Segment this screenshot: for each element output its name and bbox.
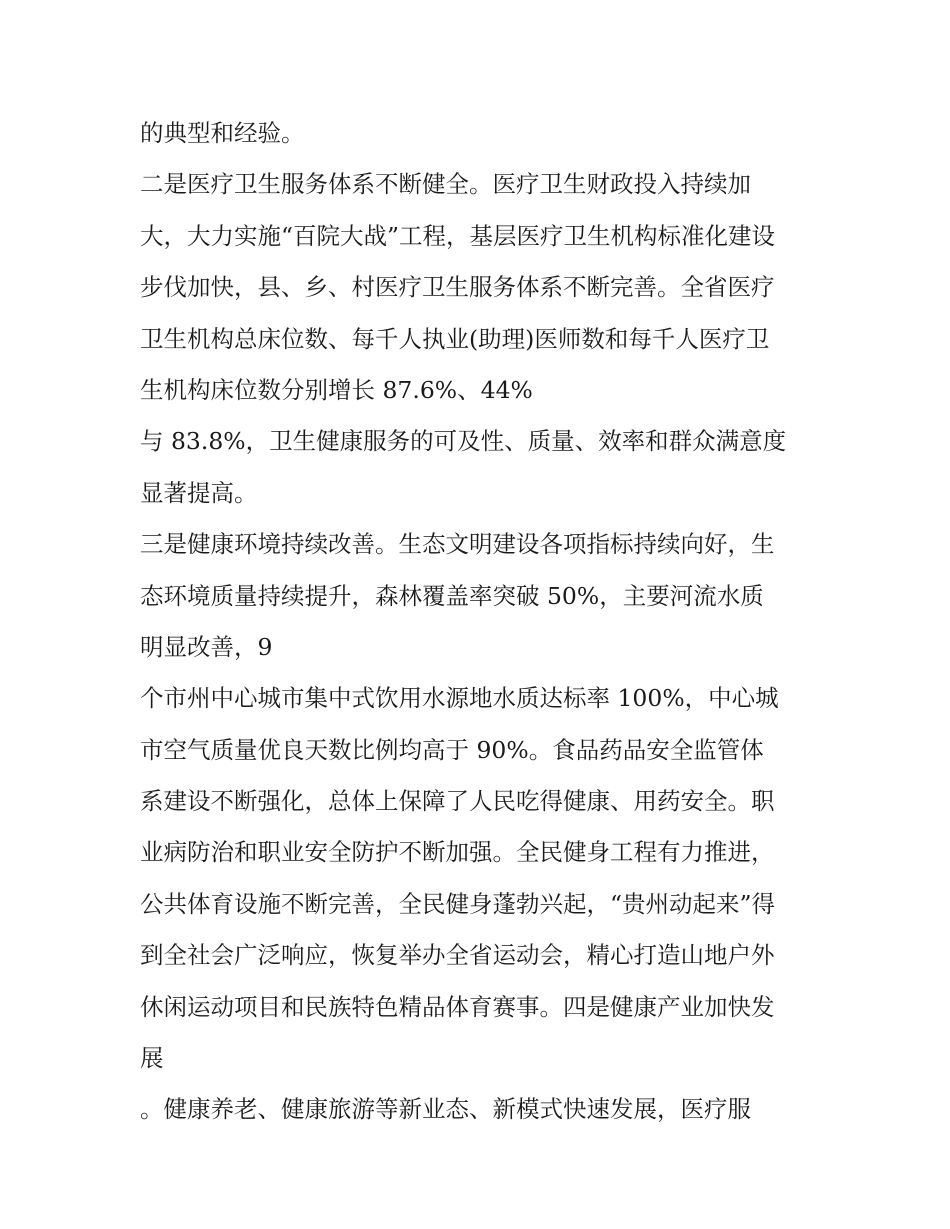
text-line: 态环境质量持续提升，森林覆盖率突破 50%，主要河流水质 bbox=[140, 581, 764, 610]
text-line: 到全社会广泛响应，恢复举办全省运动会，精心打造山地户外 bbox=[140, 941, 775, 970]
text-line: 生机构床位数分别增长 87.6%、44% bbox=[140, 375, 533, 404]
text-line: 大，大力实施“百院大战”工程，基层医疗卫生机构标准化建设 bbox=[140, 221, 776, 250]
text-line: 市空气质量优良天数比例均高于 90%。食品药品安全监管体 bbox=[140, 735, 764, 764]
text-line: 系建设不断强化，总体上保障了人民吃得健康、用药安全。职 bbox=[140, 787, 775, 816]
text-line: 卫生机构总床位数、每千人执业(助理)医师数和每千人医疗卫 bbox=[140, 324, 770, 353]
text-line: 与 83.8%，卫生健康服务的可及性、质量、效率和群众满意度 bbox=[140, 427, 787, 456]
text-line: 显著提高。 bbox=[140, 478, 258, 507]
text-line: 公共体育设施不断完善，全民健身蓬勃兴起，“贵州动起来”得 bbox=[140, 889, 776, 918]
text-line: 三是健康环境持续改善。生态文明建设各项指标持续向好，生 bbox=[140, 530, 775, 559]
text-line: 步伐加快，县、乡、村医疗卫生服务体系不断完善。全省医疗 bbox=[140, 273, 775, 302]
body-text bbox=[140, 108, 820, 1136]
text-line: 展 bbox=[140, 1044, 164, 1073]
text-line: 明显改善，9 bbox=[140, 632, 273, 661]
text-line: 休闲运动项目和民族特色精品体育赛事。四是健康产业加快发 bbox=[140, 992, 775, 1021]
text-line: 。健康养老、健康旅游等新业态、新模式快速发展，医疗服 bbox=[140, 1095, 751, 1124]
text-line: 二是医疗卫生服务体系不断健全。医疗卫生财政投入持续加 bbox=[140, 170, 751, 199]
text-line: 个市州中心城市集中式饮用水源地水质达标率 100%，中心城 bbox=[140, 684, 779, 713]
text-line: 业病防治和职业安全防护不断加强。全民健身工程有力推进， bbox=[140, 838, 775, 867]
text-line: 的典型和经验。 bbox=[140, 119, 305, 147]
